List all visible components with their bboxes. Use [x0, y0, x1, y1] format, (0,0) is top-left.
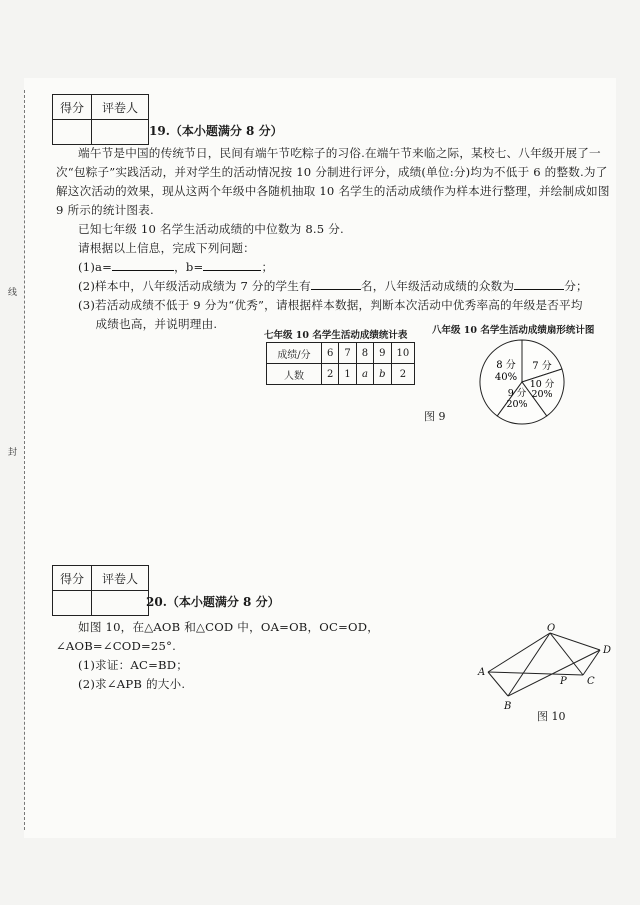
q20-title: 20.（本小题满分 8 分） [146, 595, 280, 609]
q20-score-box [52, 565, 149, 616]
table-header-cell: 9 [374, 343, 391, 364]
score-cell [53, 591, 92, 616]
blank-a [112, 258, 174, 271]
score-label: 得分 [53, 95, 92, 120]
pie-title: 八年级 10 名学生活动成绩扇形统计图 [432, 325, 595, 336]
blank-mode [514, 277, 564, 290]
q19-title: 19.（本小题满分 8 分） [149, 124, 283, 138]
q20-sub-2: (2)求∠APB 的大小. [78, 677, 186, 691]
q19-sub-1 [56, 258, 616, 277]
q19-sub-2-a: (2)样本中，八年级活动成绩为 7 分的学生有 [78, 279, 311, 293]
table-title: 七年级 10 名学生活动成绩统计表 [264, 330, 408, 341]
table-row [267, 364, 415, 385]
figure-10-caption: 图 10 [537, 710, 566, 723]
q19-score-box [52, 94, 149, 145]
table-header-cell: 8 [356, 343, 373, 364]
score-cell [53, 120, 92, 145]
point-label-d: D [603, 645, 612, 656]
table-header-cell: 10 [391, 343, 415, 364]
grader-label: 评卷人 [92, 566, 149, 591]
table-cell: b [374, 364, 391, 385]
q19-sub-2-b: 名，八年级活动成绩的众数为 [360, 279, 515, 293]
grader-label: 评卷人 [92, 95, 149, 120]
segment-ob [508, 633, 550, 696]
point-label-b: B [504, 701, 512, 712]
pie-label-8-score: 8 分 [496, 360, 516, 371]
blank-count-7 [311, 277, 361, 290]
grader-cell [92, 591, 149, 616]
pie-label-9-score: 9 分 [507, 388, 527, 399]
segment-ac [488, 672, 583, 675]
figure-9-caption: 图 9 [424, 410, 446, 423]
segment-ab [488, 672, 508, 696]
q19-sub-3-line1: (3)若活动成绩不低于 9 分为“优秀”，请根据样本数据，判断本次活动中优秀率高的年级是否平均 [78, 298, 583, 312]
q19-body [56, 144, 616, 334]
segment-oc [550, 633, 583, 675]
q20-sub-1: (1)求证：AC=BD； [78, 658, 189, 672]
figure-10-geometry [470, 622, 620, 712]
pie-label-9-percent: 20% [506, 399, 528, 410]
score-label: 得分 [53, 566, 92, 591]
grade8-pie-chart [470, 336, 600, 436]
segment-od [550, 633, 600, 650]
point-label-a: A [478, 667, 486, 678]
pie-label-10-percent: 20% [531, 389, 553, 400]
table-header-cell: 成绩/分 [267, 343, 322, 364]
table-header-cell: 7 [339, 343, 356, 364]
table-cell: 1 [339, 364, 356, 385]
table-cell: a [356, 364, 373, 385]
side-mark-seal: 封 [8, 448, 18, 458]
point-label-o: O [547, 623, 556, 634]
q19-sub-2 [56, 277, 616, 296]
q19-sub-1-a: (1)a= [78, 260, 113, 274]
q19-paragraph-3: 请根据以上信息，完成下列问题： [78, 241, 255, 255]
pie-label-10-score: 10 分 [529, 379, 555, 390]
q19-paragraph-2: 已知七年级 10 名学生活动成绩的中位数为 8.5 分. [78, 222, 344, 236]
table-cell: 2 [391, 364, 415, 385]
table-header-row [267, 343, 415, 364]
q20-body [56, 618, 456, 694]
grader-cell [92, 120, 149, 145]
blank-b [203, 258, 261, 271]
table-cell: 2 [322, 364, 339, 385]
point-label-p: P [560, 676, 567, 687]
q19-sub-1-end: ； [261, 260, 274, 274]
pie-label-8-percent: 40% [494, 372, 518, 383]
side-mark-line: 线 [8, 288, 18, 298]
pie-label-7-score: 7 分 [532, 361, 552, 372]
binding-line [24, 90, 25, 830]
q19-sub-1-b: ，b= [174, 260, 204, 274]
q19-sub-2-c: 分； [564, 279, 588, 293]
table-cell: 人数 [267, 364, 322, 385]
q20-paragraph-1: 如图 10，在△AOB 和△COD 中，OA=OB，OC=OD，∠AOB=∠COD=25°. [56, 620, 379, 653]
q19-sub-3-line2: 成绩也高，并说明理由. [95, 317, 218, 331]
table-header-cell: 6 [322, 343, 339, 364]
segment-ao [488, 633, 550, 672]
point-label-c: C [587, 676, 595, 687]
q19-paragraph-1: 端午节是中国的传统节日，民间有端午节吃粽子的习俗.在端午节来临之际，某校七、八年级开展了一次“包粽子”实践活动，并对学生的活动情况按 10 分制进行评分，成绩(单位:分)均为不低于 6 的整数.为了解这次活动的效果，现从这两个年级中各随机抽取 10 名学生的活动成绩作为样本进行整理，并绘制成如图 9 所示的统计图表. [56, 146, 610, 217]
grade7-stat-table [266, 342, 415, 385]
